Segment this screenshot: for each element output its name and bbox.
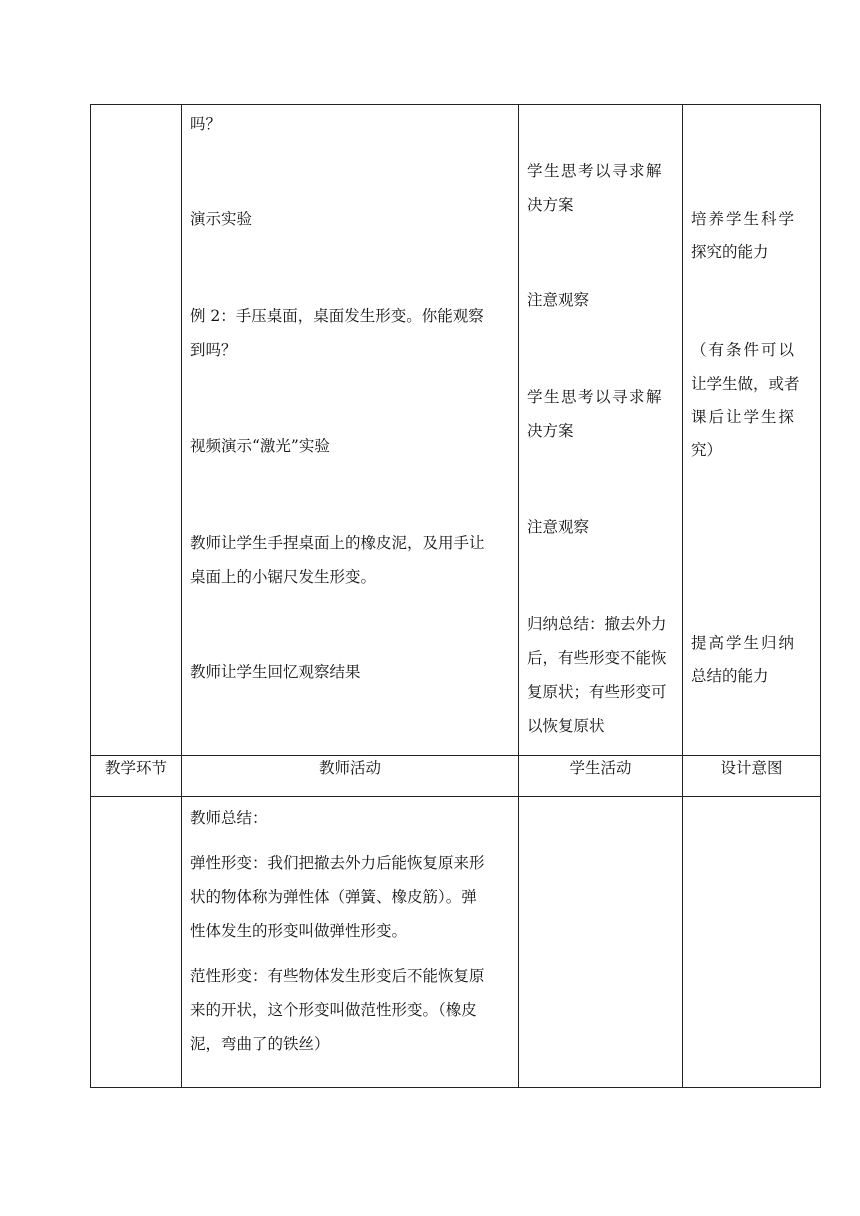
header-design-intent: 设计意图 — [683, 756, 821, 797]
summary-text-line: 状的物体称为弹性体（弹簧、橡皮筋）。弹 — [190, 888, 477, 906]
student-text-line: 学生思考以寻求解 — [527, 162, 664, 180]
lesson-plan-table — [90, 104, 821, 1088]
teacher-activity-cell — [182, 105, 519, 756]
student-text-line: 注意观察 — [527, 518, 590, 536]
design-text-line: 培养学生科学 — [691, 210, 797, 228]
summary-text-line: 性体发生的形变叫做弹性形变。 — [190, 922, 408, 940]
teacher-text-line: 桌面上的小锯尺发生形变。 — [190, 568, 377, 586]
summary-text-line: 范性形变：有些物体发生形变后不能恢复原 — [190, 967, 485, 985]
summary-text-line: 泥，弯曲了的铁丝） — [190, 1035, 330, 1053]
design-text-line: （有条件可以 — [691, 341, 797, 359]
header-teacher-activity: 教师活动 — [182, 756, 519, 797]
header-student-activity: 学生活动 — [519, 756, 683, 797]
design-intent-cell — [683, 105, 821, 756]
student-text-line: 以恢复原状 — [527, 717, 605, 735]
teacher-text-line: 到吗？ — [190, 341, 237, 359]
summary-text-line: 来的开状，这个形变叫做范性形变。（橡皮 — [190, 1001, 477, 1019]
design-text-line: 让学生做，或者 — [691, 375, 800, 393]
design-intent-cell — [683, 797, 821, 1088]
student-activity-cell — [519, 797, 683, 1088]
design-text-line: 提高学生归纳 — [691, 634, 797, 652]
table-header-row — [91, 756, 821, 797]
student-activity-cell — [519, 105, 683, 756]
student-text-line: 决方案 — [527, 422, 574, 440]
teaching-stage-cell — [91, 105, 182, 756]
student-text-line: 复原状；有些形变可 — [527, 683, 667, 701]
student-text-line: 归纳总结：撤去外力 — [527, 615, 667, 633]
teacher-text-line: 教师让学生回忆观察结果 — [190, 663, 361, 681]
table-row — [91, 797, 821, 1088]
teacher-text-line: 教师让学生手捏桌面上的橡皮泥，及用手让 — [190, 534, 485, 552]
student-text-line: 决方案 — [527, 196, 574, 214]
student-text-line: 学生思考以寻求解 — [527, 388, 664, 406]
teacher-summary-cell — [182, 797, 519, 1088]
student-text-line: 后，有些形变不能恢 — [527, 649, 667, 667]
student-text-line: 注意观察 — [527, 291, 590, 309]
design-text-line: 究） — [691, 441, 723, 459]
teacher-text-line: 视频演示“激光”实验 — [190, 437, 330, 455]
teacher-text-line: 例 2：手压桌面，桌面发生形变。你能观察 — [190, 307, 484, 325]
table-row — [91, 105, 821, 756]
teacher-text-line: 演示实验 — [190, 210, 253, 228]
design-text-line: 总结的能力 — [691, 667, 769, 685]
teacher-text-line: 吗？ — [190, 115, 222, 133]
design-text-line: 探究的能力 — [691, 243, 769, 261]
design-text-line: 课后让学生探 — [691, 408, 797, 426]
teaching-stage-cell — [91, 797, 182, 1088]
summary-text-line: 教师总结： — [190, 809, 268, 827]
summary-text-line: 弹性形变：我们把撤去外力后能恢复原来形 — [190, 854, 485, 872]
header-teaching-stage: 教学环节 — [91, 756, 182, 797]
